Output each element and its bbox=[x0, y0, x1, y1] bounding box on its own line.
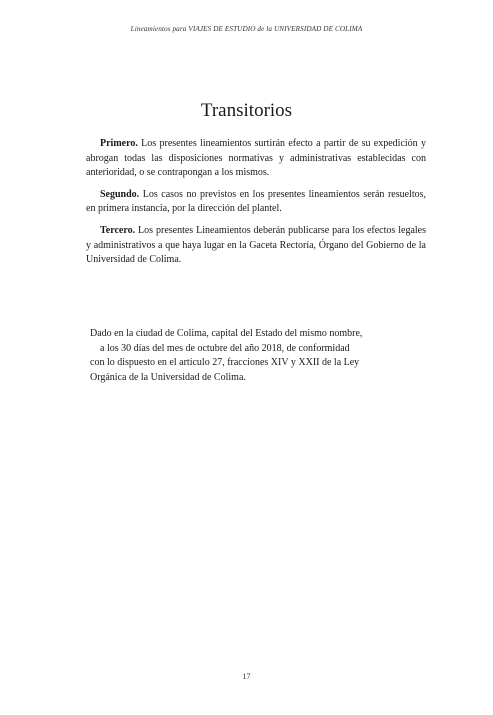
page-number: 17 bbox=[242, 672, 251, 681]
article-lead: Primero. bbox=[100, 138, 138, 149]
running-header: Lineamientos para VIAJES DE ESTUDIO de la UNIVERSIDAD DE COLIMA bbox=[130, 25, 363, 33]
closing-line: a los 30 días del mes de octubre del año 2018, de conformidad bbox=[100, 342, 350, 354]
article-tercero bbox=[86, 224, 426, 268]
article-segundo bbox=[86, 188, 426, 217]
closing-line: Orgánica de la Universidad de Colima. bbox=[90, 371, 246, 383]
article-text: Los presentes lineamientos surtirán efecto a partir de su expedición y abrogan todas las disposiciones normativas y administrativas establecidas con anterioridad, o se contrapongan a los mismos. bbox=[86, 138, 426, 179]
section-title: Transitorios bbox=[200, 100, 293, 121]
article-text: Los casos no previstos en los presentes lineamientos serán resueltos, en primera instancia, por la dirección del plantel. bbox=[86, 188, 426, 215]
article-text: Los presentes Lineamientos deberán publicarse para los efectos legales y administrativos a que haya lugar en la Gaceta Rectoría, Órgano del Gobierno de la Universidad de Colima. bbox=[86, 224, 426, 266]
article-lead: Tercero. bbox=[100, 224, 136, 236]
closing-line: Dado en la ciudad de Colima, capital del Estado del mismo nombre, bbox=[90, 328, 363, 339]
articles-block bbox=[86, 137, 426, 275]
closing-line: con lo dispuesto en el artículo 27, fracciones XIV y XXII de la Ley bbox=[90, 357, 360, 369]
closing-statement bbox=[90, 327, 410, 385]
article-lead: Segundo. bbox=[100, 188, 140, 200]
article-primero bbox=[86, 137, 426, 181]
